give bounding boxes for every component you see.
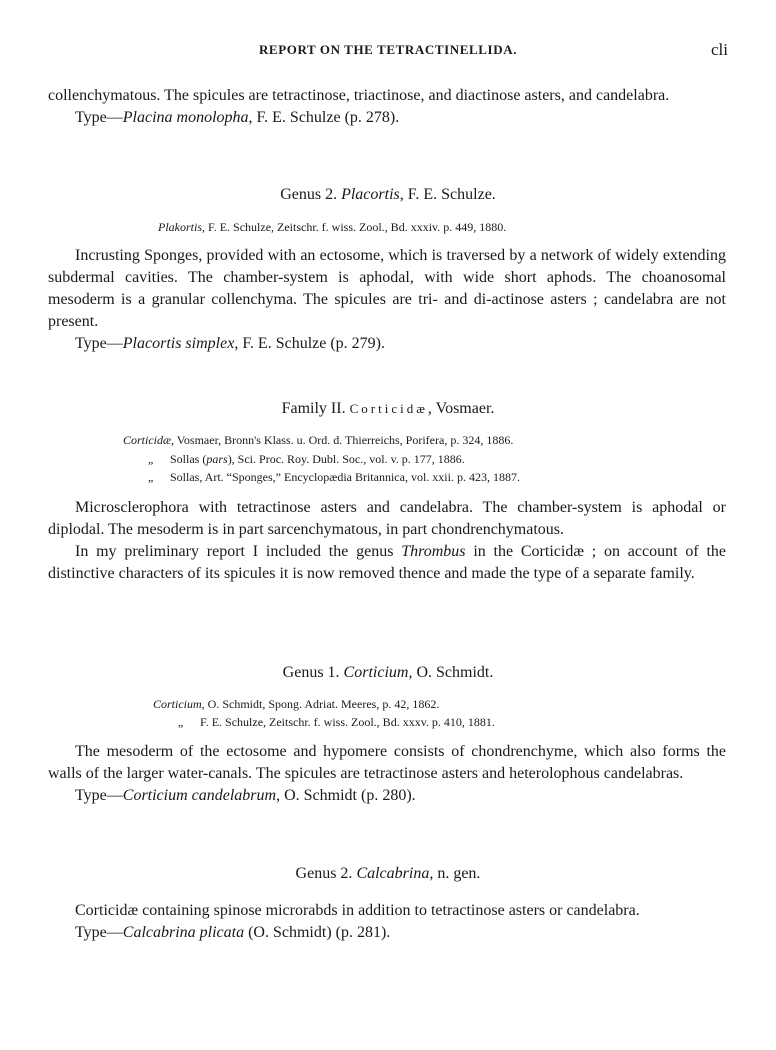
placortis-type: Type—Placortis simplex, F. E. Schulze (p. 279). (75, 335, 386, 352)
corticidae-description: Microsclerophora with tetractinose asters and candelabra. The chamber-system is aphodal or diplodal. The mesoderm is in part sarcenchymatous, in part chondrenchymatous. (48, 499, 726, 538)
corticium-type: Type—Corticium candelabrum, O. Schmidt (p. 280). (75, 787, 416, 804)
corticidae-heading: Family II. Corticidæ, Vosmaer. (281, 400, 495, 417)
corticium-description: The mesoderm of the ectosome and hypomere consists of chondrenchyme, which also forms the walls of the larger water-canals. The spicules are tetractinose asters and heterolophous candelabras. (48, 743, 726, 782)
calcabrina-description: Corticidæ containing spinose microrabds in addition to tetractinose asters or candelabra. (75, 902, 640, 919)
calcabrina-type: Type—Calcabrina plicata (O. Schmidt) (p. 281). (75, 924, 391, 941)
placina-type: Type—Placina monolopha, F. E. Schulze (p. 278). (75, 109, 400, 126)
calcabrina-heading: Genus 2. Calcabrina, n. gen. (295, 865, 481, 882)
corticium-body (48, 741, 726, 807)
corticidae-body (48, 497, 726, 585)
corticium-reference-1: Corticium, O. Schmidt, Spong. Adriat. Meeres, p. 42, 1862. (153, 697, 440, 711)
placina-text: collenchymatous. The spicules are tetractinose, triactinose, and diactinose asters, and candelabra. (48, 87, 670, 104)
corticidae-reference-1: Corticidæ, Vosmaer, Bronn's Klass. u. Ord. d. Thierreichs, Porifera, p. 324, 1886. (123, 433, 514, 447)
page-number: cli (711, 40, 728, 59)
placortis-reference: Plakortis, F. E. Schulze, Zeitschr. f. wiss. Zool., Bd. xxxiv. p. 449, 1880. (158, 220, 507, 234)
corticidae-reference-3: „ Sollas, Art. “Sponges,” Encyclopædia Britannica, vol. xxii. p. 423, 1887. (148, 470, 520, 484)
corticidae-note: In my preliminary report I included the genus Thrombus in the Corticidæ ; on account of the distinctive characters of its spicules it is now removed thence and made the type of a separate family. (48, 543, 726, 582)
running-title: REPORT ON THE TETRACTINELLIDA. (258, 42, 518, 57)
corticidae-reference-2: „ Sollas (pars), Sci. Proc. Roy. Dubl. Soc., vol. v. p. 177, 1886. (148, 452, 465, 466)
corticium-heading: Genus 1. Corticium, O. Schmidt. (282, 664, 494, 681)
running-header (48, 42, 728, 62)
placortis-body (48, 245, 726, 355)
placortis-heading: Genus 2. Placortis, F. E. Schulze. (280, 186, 496, 203)
corticium-reference-2: „ F. E. Schulze, Zeitschr. f. wiss. Zool., Bd. xxxv. p. 410, 1881. (178, 715, 495, 729)
calcabrina-body (48, 900, 726, 944)
placortis-description: Incrusting Sponges, provided with an ectosome, which is traversed by a network of widely extending subdermal cavities. The chamber-system is aphodal, with wide short aphods. The choanosomal mesoderm is a granular collenchyma. The spicules are tri- and di-actinose asters ; candelabra are not present. (48, 247, 726, 330)
placina-continuation (48, 85, 726, 129)
